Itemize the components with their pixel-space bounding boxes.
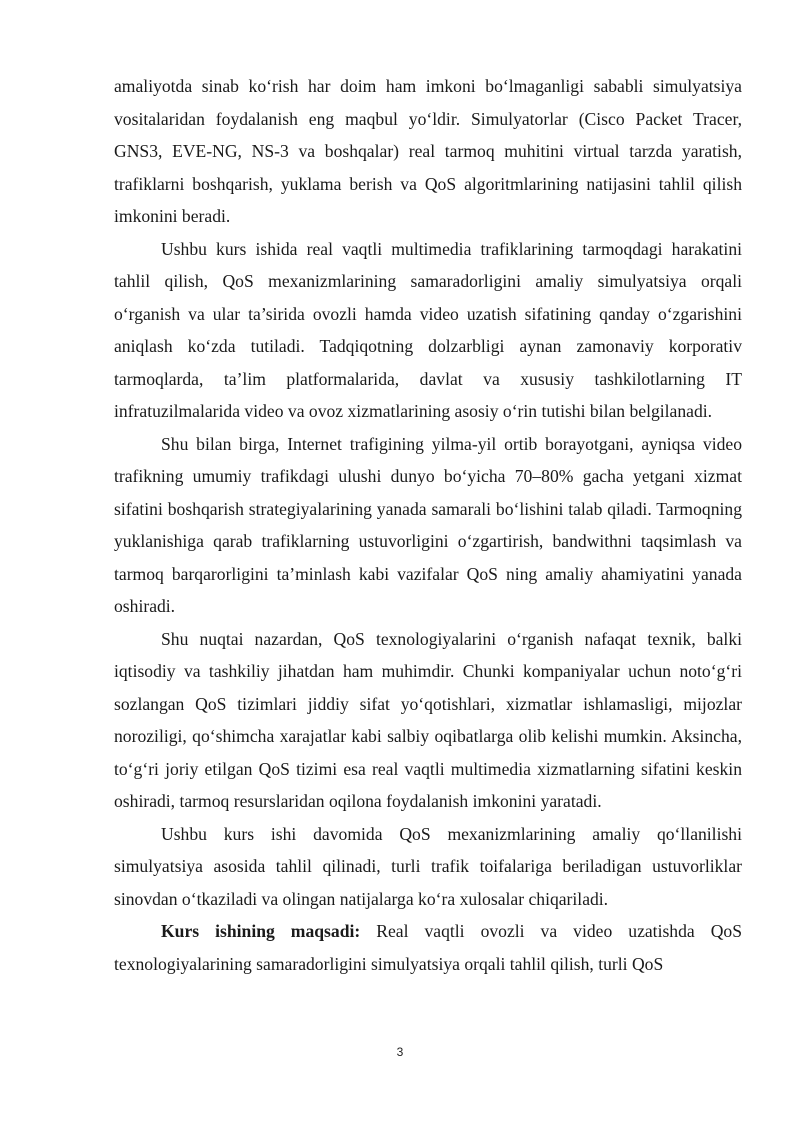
paragraph-research-relevance: Ushbu kurs ishida real vaqtli multimedia trafiklarining tarmoqdagi harakatini tahlil qilish, QoS mexanizmlarining samaradorligini amaliy simulyatsiya orqali o‘rganish va ular ta’sirida ovozli hamda video uzatish sifatining qanday o‘zgarishini aniqlash ko‘zda tutiladi. Tadqiqotning dolzarbligi aynan zamonaviy korporativ tarmoqlarda, ta’lim platformalarida, davlat va xususiy tashkilotlarning IT infratuzilmalarida video va ovoz xizmatlarining asosiy o‘rin tutishi bilan belgilanadi. [114, 238, 742, 421]
page-number: 3 [396, 1045, 404, 1059]
paragraph-internet-traffic: Shu bilan birga, Internet trafigining yilma-yil ortib borayotgani, ayniqsa video trafikning umumiy trafikdagi ulushi dunyo bo‘yicha 70–80% gacha yetgani xizmat sifatini boshqarish strategiyalarining yanada samarali bo‘lishini talab qiladi. Tarmoqning yuklanishiga qarab trafiklarning ustuvorligini o‘zgartirish, bandwithni taqsimlash va tarmoq barqarorligini ta’minlash kabi vazifalar QoS ning amaliy ahamiyatini yanada oshiradi. [114, 433, 742, 616]
paragraph-qos-importance: Shu nuqtai nazardan, QoS texnologiyalarini o‘rganish nafaqat texnik, balki iqtisodiy va tashkiliy jihatdan ham muhimdir. Chunki kompaniyalar uchun noto‘g‘ri sozlangan QoS tizimlari jiddiy sifat yo‘qotishlari, xizmatlar ishlamasligi, mijozlar noroziligi, qo‘shimcha xarajatlar kabi salbiy oqibatlarga olib kelishi mumkin. Aksincha, to‘g‘ri joriy etilgan QoS tizimi esa real vaqtli multimedia xizmatlarning sifatini keskin oshiradi, tarmoq resurslaridan oqilona foydalanish imkonini yaratadi. [114, 628, 742, 811]
course-goal-text: Real vaqtli ovozli va video uzatishda QoS texnologiyalarining samaradorligini simulyatsiya orqali tahlil qilish, turli QoS [114, 921, 743, 974]
course-goal-heading: Kurs ishining maqsadi: [161, 921, 361, 941]
paragraph-course-goal [114, 915, 742, 980]
paragraph-course-work-scope: Ushbu kurs ishi davomida QoS mexanizmlarining amaliy qo‘llanilishi simulyatsiya asosida tahlil qilinadi, turli trafik toifalariga beriladigan ustuvorliklar sinovdan o‘tkaziladi va olingan natijalarga ko‘ra xulosalar chiqariladi. [114, 823, 742, 909]
paragraph-simulators: amaliyotda sinab ko‘rish har doim ham imkoni bo‘lmaganligi sababli simulyatsiya vositalaridan foydalanish eng maqbul yo‘ldir. Simulyatorlar (Cisco Packet Tracer, GNS3, EVE-NG, NS-3 va boshqalar) real tarmoq muhitini virtual tarzda yaratish, trafiklarni boshqarish, yuklama berish va QoS algoritmlarining natijasini tahlil qilish imkonini beradi. [114, 76, 742, 226]
document-page [114, 70, 742, 980]
